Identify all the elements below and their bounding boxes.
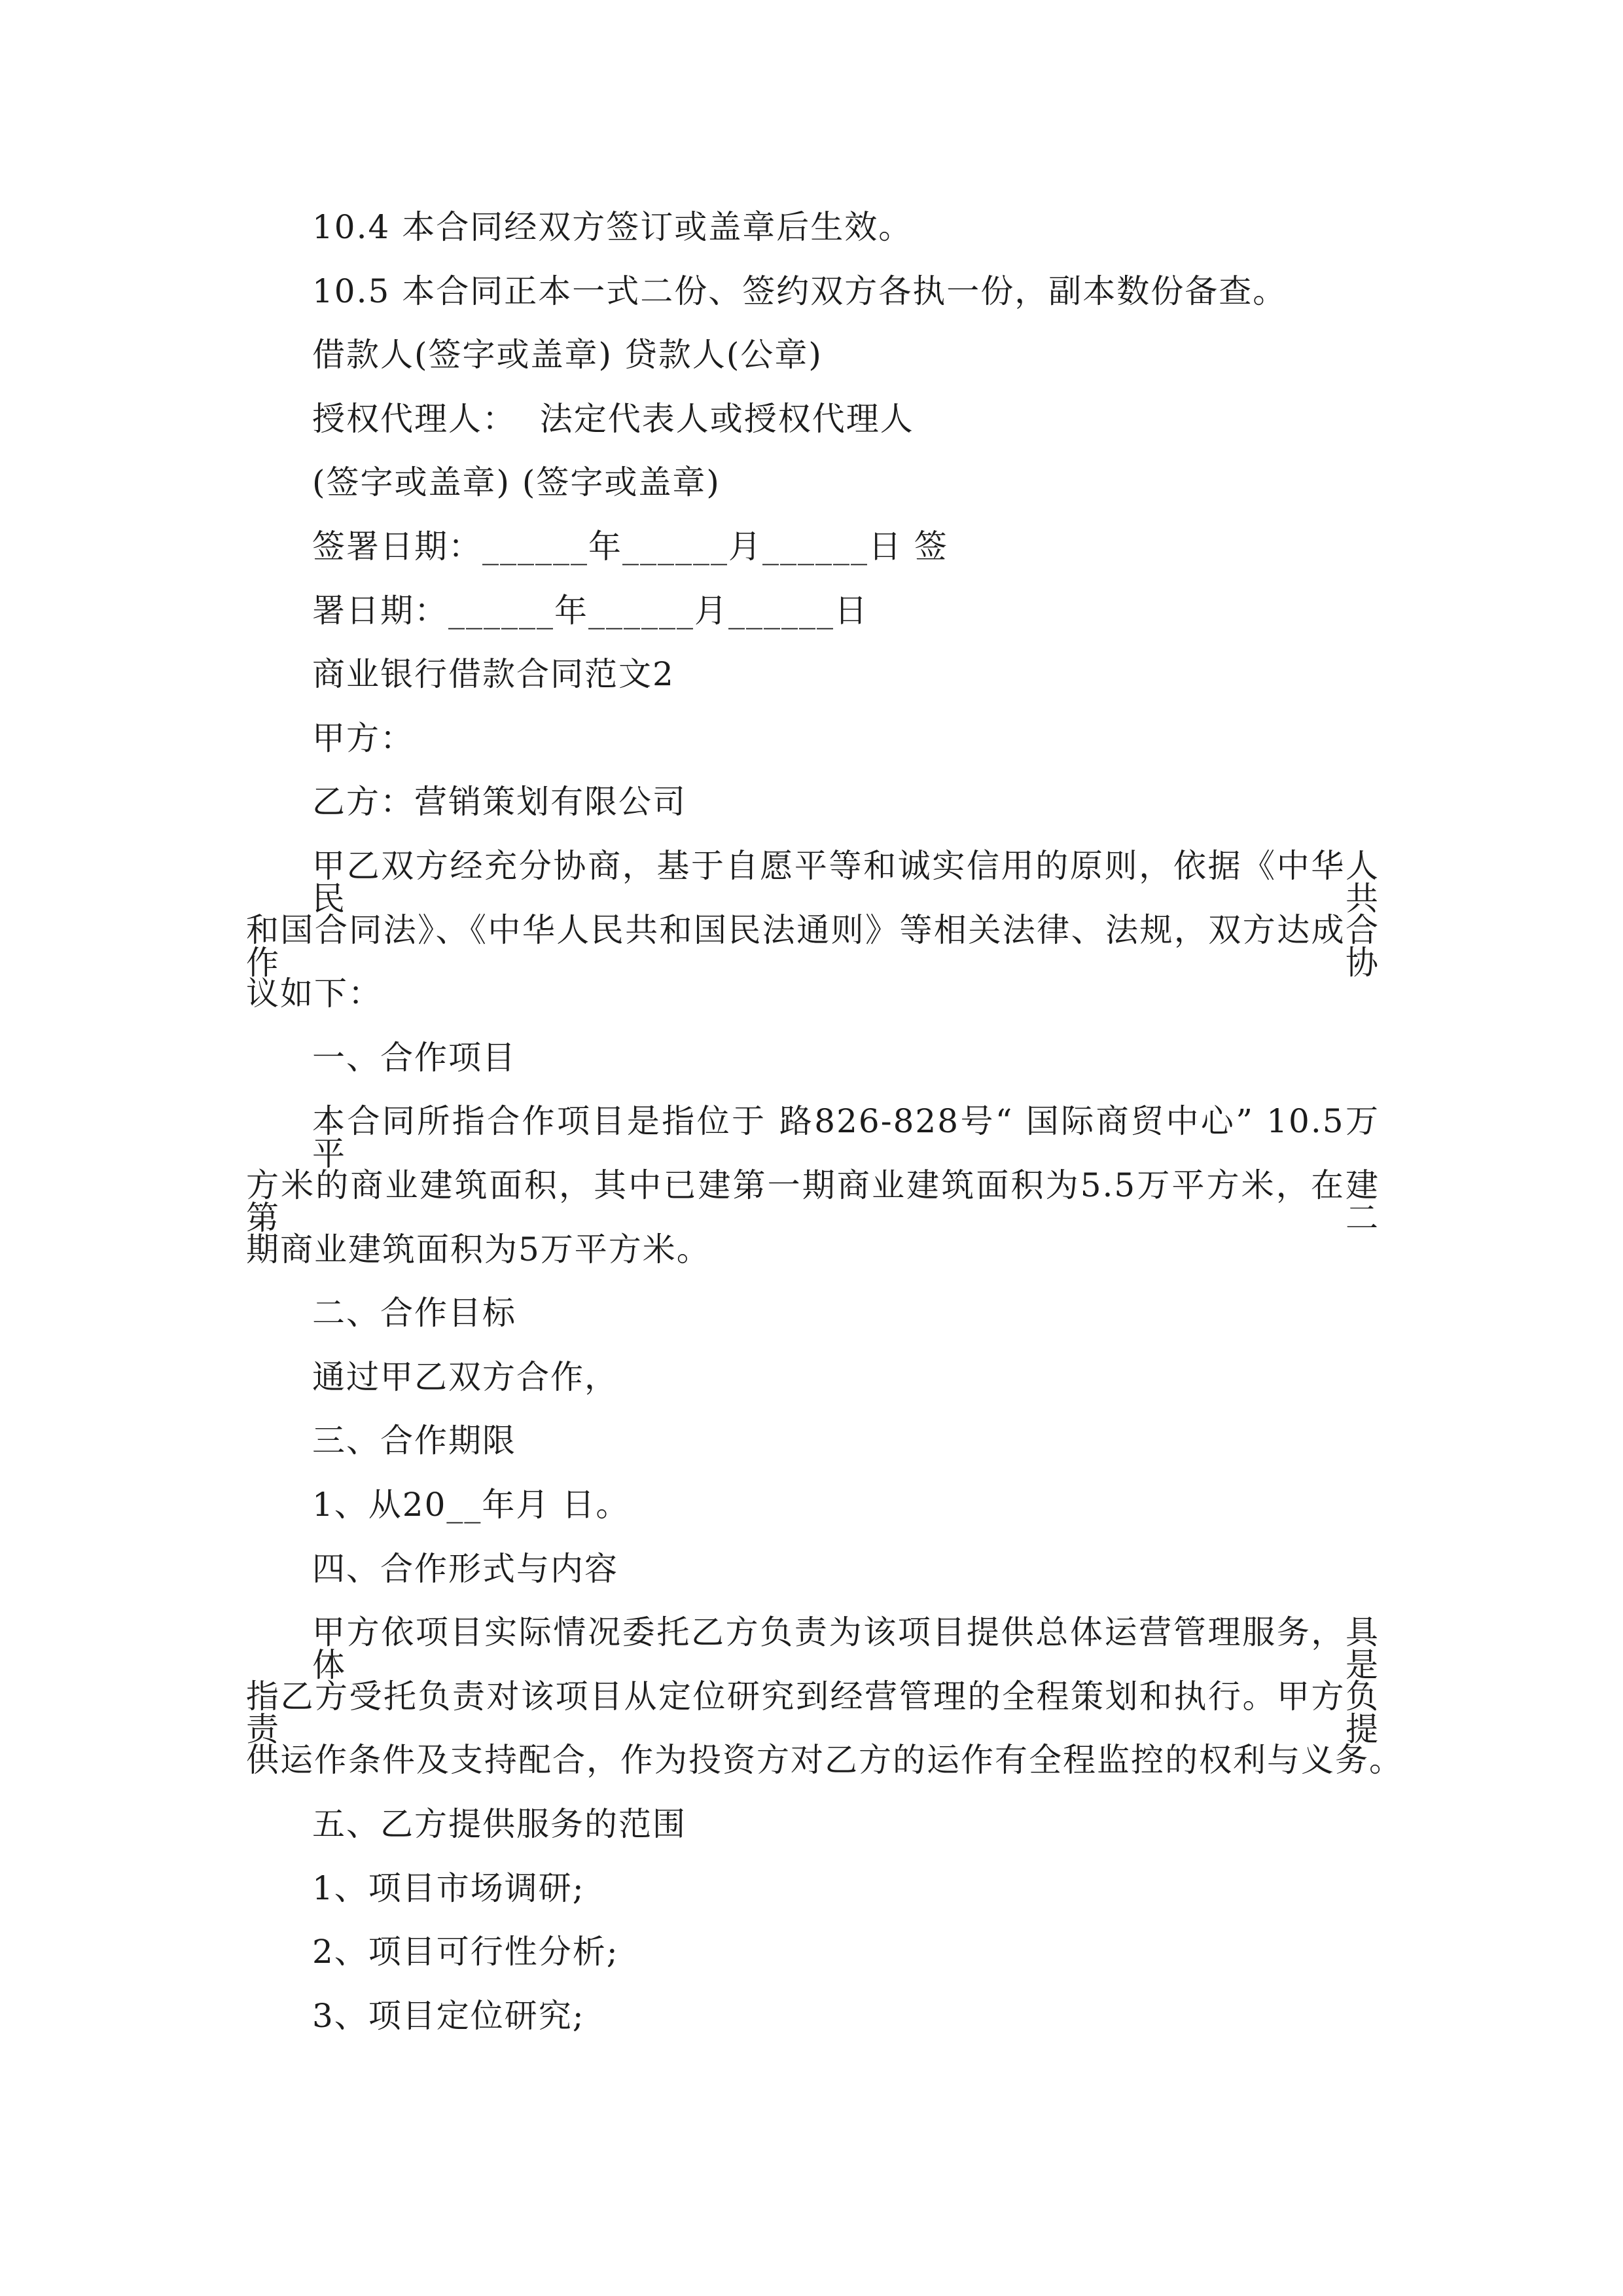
text-line: 议如下：	[246, 975, 382, 1013]
text-line: 3、项目定位研究;	[312, 1997, 585, 2035]
text-line: 方米的商业建筑面积，其中已建第一期商业建筑面积为5.5万平方米，在建第二	[246, 1166, 1380, 1237]
text-line: 五、乙方提供服务的范围	[312, 1805, 687, 1843]
text-line: 乙方：营销策划有限公司	[312, 783, 687, 821]
text-line: 借款人(签字或盖章) 贷款人(公章)	[312, 336, 823, 374]
text-line: (签字或盖章) (签字或盖章)	[312, 463, 721, 501]
text-line: 署日期：______年______月______日	[312, 592, 868, 630]
text-line: 指乙方受托负责对该项目从定位研究到经营管理的全程策划和执行。甲方负责提	[246, 1677, 1380, 1748]
text-line: 10.5 本合同正本一式二份、签约双方各执一份，副本数份备查。	[312, 272, 1287, 310]
text-line: 期商业建筑面积为5万平方米。	[246, 1230, 711, 1268]
text-line: 一、合作项目	[312, 1039, 516, 1077]
text-line: 甲乙双方经充分协商，基于自愿平等和诚实信用的原则，依据《中华人民共	[312, 847, 1380, 918]
text-line: 1、项目市场调研;	[312, 1869, 585, 1907]
text-line: 四、合作形式与内容	[312, 1550, 618, 1588]
text-line: 授权代理人： 法定代表人或授权代理人	[312, 400, 914, 438]
text-line: 通过甲乙双方合作，	[312, 1358, 618, 1396]
text-line: 和国合同法》、《中华人民共和国民法通则》等相关法律、法规，双方达成合作协	[246, 911, 1380, 982]
text-line: 1、从20__年月 日。	[312, 1486, 630, 1524]
text-line: 商业银行借款合同范文2	[312, 655, 675, 693]
text-line: 二、合作目标	[312, 1294, 516, 1332]
text-line: 三、合作期限	[312, 1422, 516, 1460]
text-line: 甲方依项目实际情况委托乙方负责为该项目提供总体运营管理服务，具体是	[312, 1613, 1380, 1684]
text-line: 10.4 本合同经双方签订或盖章后生效。	[312, 208, 913, 246]
text-line: 2、项目可行性分析;	[312, 1933, 619, 1971]
text-line: 供运作条件及支持配合，作为投资方对乙方的运作有全程监控的权利与义务。	[246, 1741, 1403, 1779]
text-line: 本合同所指合作项目是指位于 路826-828号“ 国际商贸中心” 10.5万平	[312, 1102, 1380, 1173]
text-line: 甲方：	[312, 719, 414, 757]
text-line: 签署日期：______年______月______日 签	[312, 528, 948, 565]
